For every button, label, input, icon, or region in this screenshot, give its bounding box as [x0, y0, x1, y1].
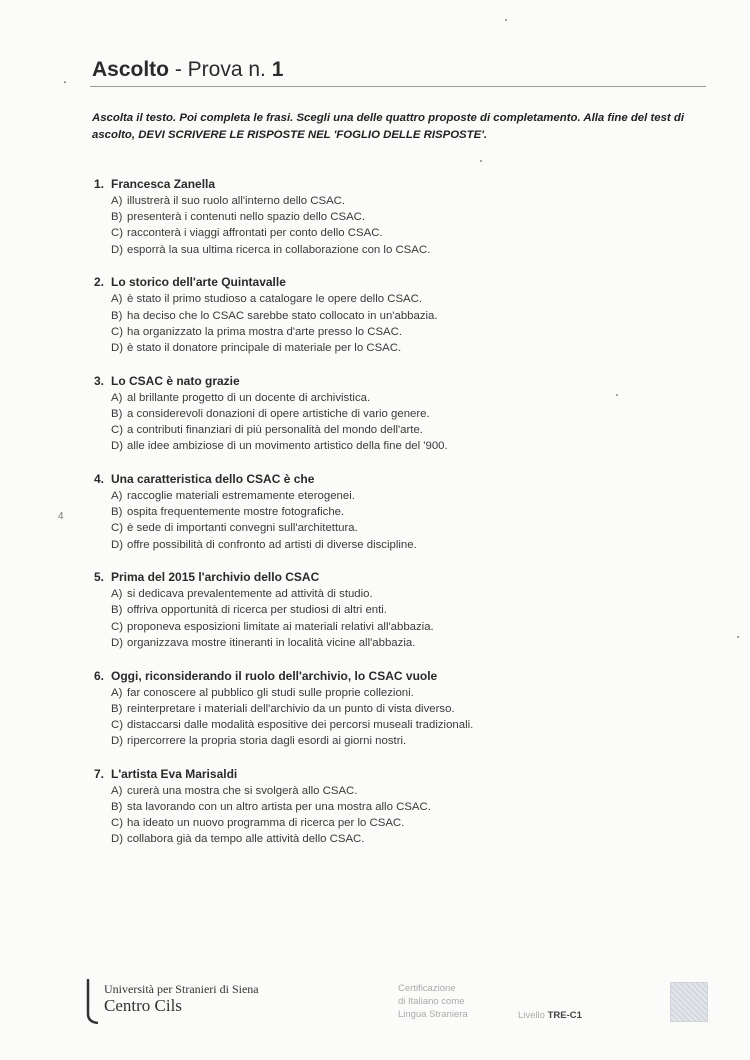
answer-option [111, 717, 654, 733]
option-letter: C) [111, 227, 124, 240]
option-text: organizzava mostre itineranti in località vicine all'abbazia. [127, 636, 416, 649]
option-text: offriva opportunità di ricerca per studiosi di altri enti. [127, 604, 388, 617]
option-letter: D) [111, 636, 124, 649]
option-letter: D) [111, 341, 124, 354]
option-letter: C) [111, 620, 124, 633]
university-logo [82, 978, 302, 1038]
option-text: curerà una mostra che si svolgerà allo CSAC. [127, 784, 358, 797]
answer-option [111, 225, 654, 241]
option-text: ha ideato un nuovo programma di ricerca per lo CSAC. [127, 817, 405, 830]
scan-speck [616, 394, 618, 396]
answer-option [111, 537, 654, 553]
option-letter: B) [111, 506, 123, 519]
answer-option [111, 291, 654, 307]
option-text: è sede di importanti convegni sull'architettura. [127, 522, 358, 535]
scan-speck [480, 160, 482, 162]
answer-option [111, 438, 654, 454]
option-text: ha organizzato la prima mostra d'arte presso lo CSAC. [127, 325, 403, 338]
answer-option [111, 619, 654, 635]
option-text: a considerevoli donazioni di opere artistiche di vario genere. [127, 407, 430, 420]
question-number: 6. [94, 668, 105, 683]
option-letter: D) [111, 440, 124, 453]
title-section: Ascolto [92, 58, 170, 81]
centre-name: Centro Cils [104, 996, 182, 1015]
cert-line-1: Certificazione [398, 983, 456, 994]
answer-option [111, 733, 654, 749]
option-letter: A) [111, 391, 123, 404]
option-letter: B) [111, 309, 123, 322]
answer-option [111, 783, 654, 799]
option-letter: B) [111, 604, 123, 617]
option-text: presenterà i contenuti nello spazio dello CSAC. [127, 211, 366, 224]
question-item [94, 668, 654, 750]
question-item [94, 766, 654, 848]
answer-option [111, 340, 654, 356]
question-prompt [94, 274, 654, 291]
cert-line-3: Lingua Straniera [398, 1009, 468, 1020]
level-indicator [518, 1010, 582, 1021]
answer-option [111, 586, 654, 602]
option-letter: B) [111, 407, 123, 420]
option-text: reinterpretare i materiali dell'archivio da un punto di vista diverso. [127, 702, 455, 715]
question-item [94, 569, 654, 651]
answer-option [111, 193, 654, 209]
option-text: racconterà i viaggi affrontati per conto dello CSAC. [127, 227, 383, 240]
university-name: Università per Stranieri di Siena [104, 982, 259, 996]
answer-option [111, 685, 654, 701]
answer-option [111, 308, 654, 324]
question-prompt [94, 569, 654, 586]
question-text: Francesca Zanella [111, 177, 216, 191]
option-text: è stato il primo studioso a catalogare le opere dello CSAC. [127, 293, 423, 306]
instructions-line-1: Ascolta il testo. Poi completa le frasi. Scegli una delle quattro proposte di completamento. Alla fine del test di [92, 112, 685, 124]
option-text: si dedicava prevalentemente ad attività di studio. [127, 588, 373, 601]
option-letter: C) [111, 325, 124, 338]
logo-mark-icon [82, 978, 100, 1024]
instructions [92, 110, 712, 144]
option-text: sta lavorando con un altro artista per una mostra allo CSAC. [127, 801, 431, 814]
option-letter: A) [111, 784, 123, 797]
question-text: Una caratteristica dello CSAC è che [111, 471, 315, 486]
option-text: al brillante progetto di un docente di archivistica. [127, 391, 371, 404]
option-letter: D) [111, 735, 124, 748]
answer-option [111, 209, 654, 225]
option-letter: A) [111, 588, 123, 601]
option-letter: B) [111, 211, 123, 224]
option-letter: C) [111, 424, 124, 437]
option-text: collabora già da tempo alle attività dello CSAC. [127, 833, 365, 846]
question-text: Oggi, riconsiderando il ruolo dell'archivio, lo CSAC vuole [111, 668, 438, 683]
question-number: 4. [94, 471, 105, 486]
option-letter: A) [111, 195, 123, 207]
answer-option [111, 520, 654, 536]
option-letter: B) [111, 801, 123, 814]
certification-text [398, 982, 468, 1021]
answer-option [111, 242, 654, 258]
question-prompt [94, 668, 654, 685]
option-text: esporrà la sua ultima ricerca in collaborazione con lo CSAC. [127, 243, 431, 256]
title-test-number: 1 [271, 58, 284, 81]
answer-option [111, 799, 654, 815]
question-list [94, 176, 654, 864]
question-text: L'artista Eva Marisaldi [111, 766, 238, 781]
option-text: proponeva esposizioni limitate ai materiali relativi all'abbazia. [127, 620, 434, 633]
option-letter: C) [111, 817, 124, 830]
option-text: ripercorrere la propria storia dagli esordi ai giorni nostri. [127, 735, 407, 748]
question-text: Lo CSAC è nato grazie [111, 373, 240, 388]
question-number: 7. [94, 766, 105, 781]
question-item [94, 373, 654, 455]
question-item [94, 274, 654, 356]
question-number: 5. [94, 570, 105, 585]
level-label: Livello [518, 1010, 545, 1021]
scan-speck [505, 19, 507, 21]
question-number: 3. [94, 373, 105, 388]
question-prompt [94, 471, 654, 488]
option-text: far conoscere al pubblico gli studi sulle proprie collezioni. [127, 686, 414, 699]
answer-option [111, 422, 654, 438]
question-text: Lo storico dell'arte Quintavalle [111, 275, 286, 290]
answer-option [111, 831, 654, 847]
option-text: a contributi finanziari di più personalità del mondo dell'arte. [127, 424, 423, 437]
question-prompt [94, 766, 654, 783]
margin-page-number: 4 [58, 511, 64, 522]
option-letter: D) [111, 538, 124, 551]
instructions-line-2: ascolto, DEVI SCRIVERE LE RISPOSTE NEL 'FOGLIO DELLE RISPOSTE'. [92, 129, 488, 141]
option-text: è stato il donatore principale di materiale per lo CSAC. [127, 341, 402, 354]
option-text: offre possibilità di confronto ad artisti di diverse discipline. [127, 538, 417, 551]
answer-option [111, 602, 654, 618]
question-number: 1. [94, 177, 105, 191]
option-letter: C) [111, 522, 124, 535]
answer-option [111, 406, 654, 422]
question-number: 2. [94, 275, 105, 290]
option-text: ha deciso che lo CSAC sarebbe stato collocato in un'abbazia. [127, 309, 438, 322]
option-letter: C) [111, 718, 124, 731]
title-test-label: - Prova n. [169, 58, 272, 81]
option-text: ospita frequentemente mostre fotografiche. [127, 506, 345, 519]
answer-option [111, 488, 654, 504]
option-text: alle idee ambiziose di un movimento artistico della fine del '900. [127, 440, 448, 453]
option-text: raccoglie materiali estremamente eterogenei. [127, 489, 355, 502]
answer-option [111, 324, 654, 340]
option-text: distaccarsi dalle modalità espositive dei percorsi museali tradizionali. [127, 718, 474, 731]
option-text: illustrerà il suo ruolo all'interno dello CSAC. [127, 195, 346, 207]
answer-option [111, 635, 654, 651]
question-text: Prima del 2015 l'archivio dello CSAC [111, 570, 320, 585]
option-letter: B) [111, 702, 123, 715]
answer-option [111, 701, 654, 717]
title-divider [90, 86, 706, 87]
question-item [94, 176, 654, 258]
question-prompt [94, 176, 654, 193]
page-title [92, 58, 283, 82]
answer-option [111, 504, 654, 520]
cert-line-2: di Italiano come [398, 996, 465, 1007]
option-letter: A) [111, 293, 123, 306]
corner-stamp [670, 982, 708, 1022]
title-bullet: . [63, 70, 67, 86]
level-code: TRE-C1 [547, 1010, 582, 1021]
scan-speck [737, 636, 739, 638]
option-letter: A) [111, 686, 123, 699]
option-letter: A) [111, 489, 123, 502]
option-letter: D) [111, 243, 124, 256]
question-prompt [94, 373, 654, 390]
answer-option [111, 390, 654, 406]
question-item [94, 471, 654, 553]
answer-option [111, 815, 654, 831]
option-letter: D) [111, 833, 124, 846]
